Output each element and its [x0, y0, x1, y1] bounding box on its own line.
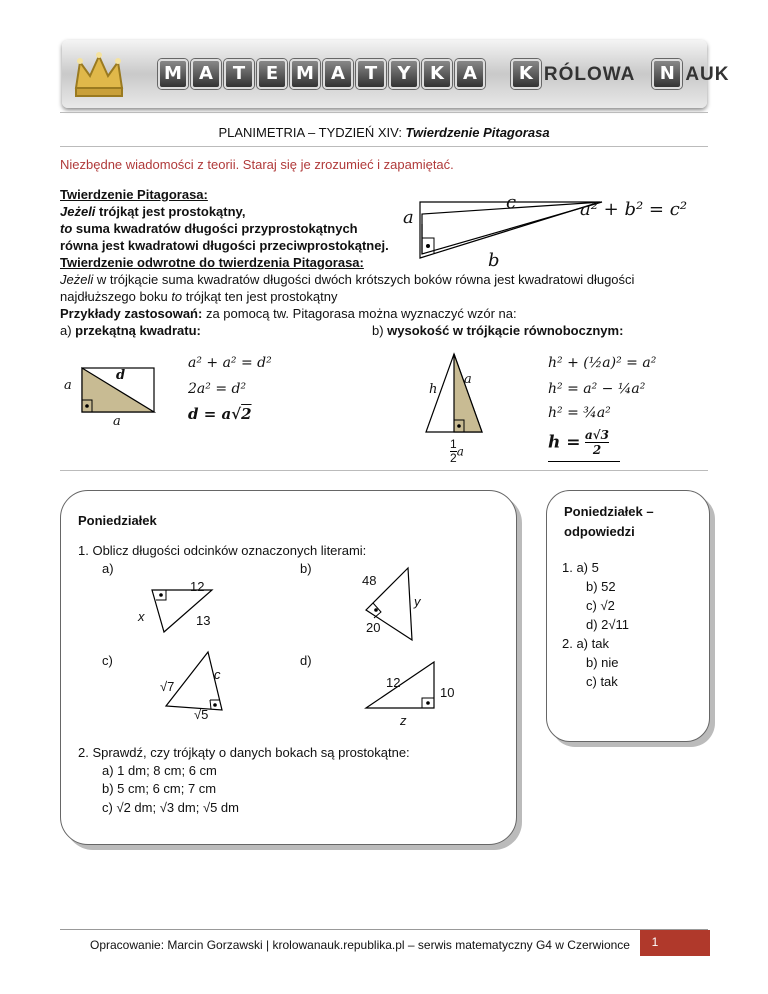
answers-title-line: odpowiedzi — [564, 524, 635, 539]
logo-letter: K — [422, 59, 452, 89]
divider — [60, 470, 708, 471]
answers-title — [564, 502, 654, 542]
formula-part: 2 — [241, 405, 252, 423]
answer-line: b) nie — [586, 655, 619, 670]
fraction-num: 1 — [450, 437, 457, 451]
logo-letter: Y — [389, 59, 419, 89]
logo-letter: A — [323, 59, 353, 89]
sub-label: c) — [102, 653, 113, 668]
fig-label: 12 — [190, 579, 205, 594]
logo-letter: M — [290, 59, 320, 89]
fraction-den: 2 — [450, 451, 457, 465]
footer-divider — [60, 929, 708, 930]
sub-label: b) — [300, 561, 312, 576]
logo-letter: N — [652, 59, 682, 89]
side-b-label: b — [488, 250, 500, 271]
banner-logo — [158, 59, 729, 89]
fig-label: 20 — [366, 620, 381, 635]
fig-label: z — [400, 713, 407, 728]
logo-word: RÓLOWA — [543, 63, 636, 85]
question-2-item: c) √2 dm; √3 dm; √5 dm — [102, 800, 239, 815]
converse-text: trójkąt ten jest prostokątny — [182, 289, 338, 304]
converse-text: najdłuższego boku — [60, 289, 172, 304]
theorem-text: równa jest kwadratowi długości przeciwprostokątnej. — [60, 238, 389, 253]
fig-label: x — [138, 609, 145, 624]
keyword: Jeżeli — [60, 272, 94, 287]
question-2-item: a) 1 dm; 8 cm; 6 cm — [102, 763, 217, 778]
answers-list — [562, 558, 629, 691]
answer-line: 1. a) 5 — [562, 560, 599, 575]
square-equation: a² + a² = d² — [188, 355, 272, 371]
keyword: to — [60, 221, 73, 236]
monday-title: Poniedziałek — [78, 513, 157, 528]
example-label: b) — [372, 323, 388, 338]
converse-title: Twierdzenie odwrotne do twierdzenia Pitagorasa: — [60, 255, 364, 270]
answer-line: c) tak — [586, 674, 618, 689]
crown-icon — [70, 46, 128, 102]
fig-label: 10 — [440, 685, 455, 700]
title-topic: PLANIMETRIA — [218, 125, 305, 140]
examples-title: Przykłady zastosowań: — [60, 306, 203, 321]
logo-letter: T — [224, 59, 254, 89]
fig-label: √5 — [194, 707, 209, 722]
logo-letter: T — [356, 59, 386, 89]
equi-equation: h² = ¾a² — [548, 405, 611, 421]
divider — [60, 146, 708, 147]
question-2: 2. Sprawdź, czy trójkąty o danych bokach są prostokątne: — [78, 745, 410, 760]
title-subject: Twierdzenie Pitagorasa — [405, 125, 550, 140]
example-label: a) — [60, 323, 76, 338]
logo-letter: E — [257, 59, 287, 89]
pythagoras-formula: a² + b² = c² — [580, 199, 688, 220]
logo-letter: A — [191, 59, 221, 89]
answer-line: d) 2√11 — [586, 617, 630, 632]
diagonal-label: d — [116, 368, 126, 383]
answer-line: c) √2 — [586, 598, 615, 613]
fig-label: 13 — [196, 613, 211, 628]
converse-text: w trójkącie suma kwadratów długości dwóch krótszych boków równa jest kwadratowi długości — [93, 272, 635, 287]
fraction-den: 2 — [592, 443, 602, 457]
square-equation: 2a² = d² — [188, 381, 247, 397]
fraction-num: a√3 — [584, 428, 609, 442]
header-banner — [62, 40, 730, 108]
answer-line: b) 52 — [586, 579, 616, 594]
fig-label: 12 — [386, 675, 401, 690]
question-2-item: b) 5 cm; 6 cm; 7 cm — [102, 781, 217, 796]
footer-text: Opracowanie: Marcin Gorzawski | krolowanauk.republika.pl – serwis matematyczny G4 w Czerwionce — [90, 938, 630, 952]
sub-label: d) — [300, 653, 312, 668]
page-title — [0, 124, 768, 141]
keyword: Jeżeli — [60, 204, 96, 219]
keyword: to — [171, 289, 183, 304]
formula-part: d = a — [188, 405, 232, 423]
square-side-label: a — [113, 414, 121, 429]
example-a: przekątną kwadratu: — [75, 323, 201, 338]
page-number: 1 — [651, 935, 659, 949]
question-1: 1. Oblicz długości odcinków oznaczonych literami: — [78, 543, 367, 558]
theorem-text: trójkąt jest prostokątny, — [95, 204, 246, 219]
fig-label: 48 — [362, 573, 377, 588]
logo-word: AUK — [685, 63, 730, 85]
title-week: – TYDZIEŃ XIV: — [304, 125, 406, 140]
logo-letter: M — [158, 59, 188, 89]
height-formula — [548, 428, 620, 462]
fig-label: y — [414, 594, 421, 609]
equi-side-label: a — [464, 372, 472, 387]
answers-title-line: Poniedziałek – — [564, 504, 654, 519]
fraction-var: a — [456, 444, 464, 459]
intro-text: Niezbędne wiadomości z teorii. Staraj się je zrozumieć i zapamiętać. — [60, 157, 454, 172]
theorem-title: Twierdzenie Pitagorasa: — [60, 187, 208, 202]
answer-line: 2. a) tak — [562, 636, 609, 651]
height-label: h — [429, 382, 438, 397]
logo-letter: K — [511, 59, 541, 89]
divider — [60, 112, 708, 113]
formula-part: h = — [548, 432, 581, 453]
equi-equation: h² + (½a)² = a² — [548, 355, 657, 371]
square-side-label: a — [64, 378, 72, 393]
example-b: wysokość w trójkącie równobocznym: — [387, 323, 624, 338]
sub-label: a) — [102, 561, 114, 576]
figure-d-triangle — [364, 660, 438, 712]
half-side-label — [450, 438, 464, 465]
diagonal-formula: d = a√2 — [188, 405, 252, 423]
logo-letter: A — [455, 59, 485, 89]
fig-label: c — [214, 667, 221, 682]
side-a-label: a — [403, 207, 414, 228]
examples-text: za pomocą tw. Pitagorasa można wyznaczyć wzór na: — [202, 306, 517, 321]
fig-label: √7 — [160, 679, 175, 694]
equi-equation: h² = a² − ¼a² — [548, 381, 646, 397]
theorem-text: suma kwadratów długości przyprostokątnych — [72, 221, 358, 236]
side-c-label: c — [506, 192, 517, 213]
